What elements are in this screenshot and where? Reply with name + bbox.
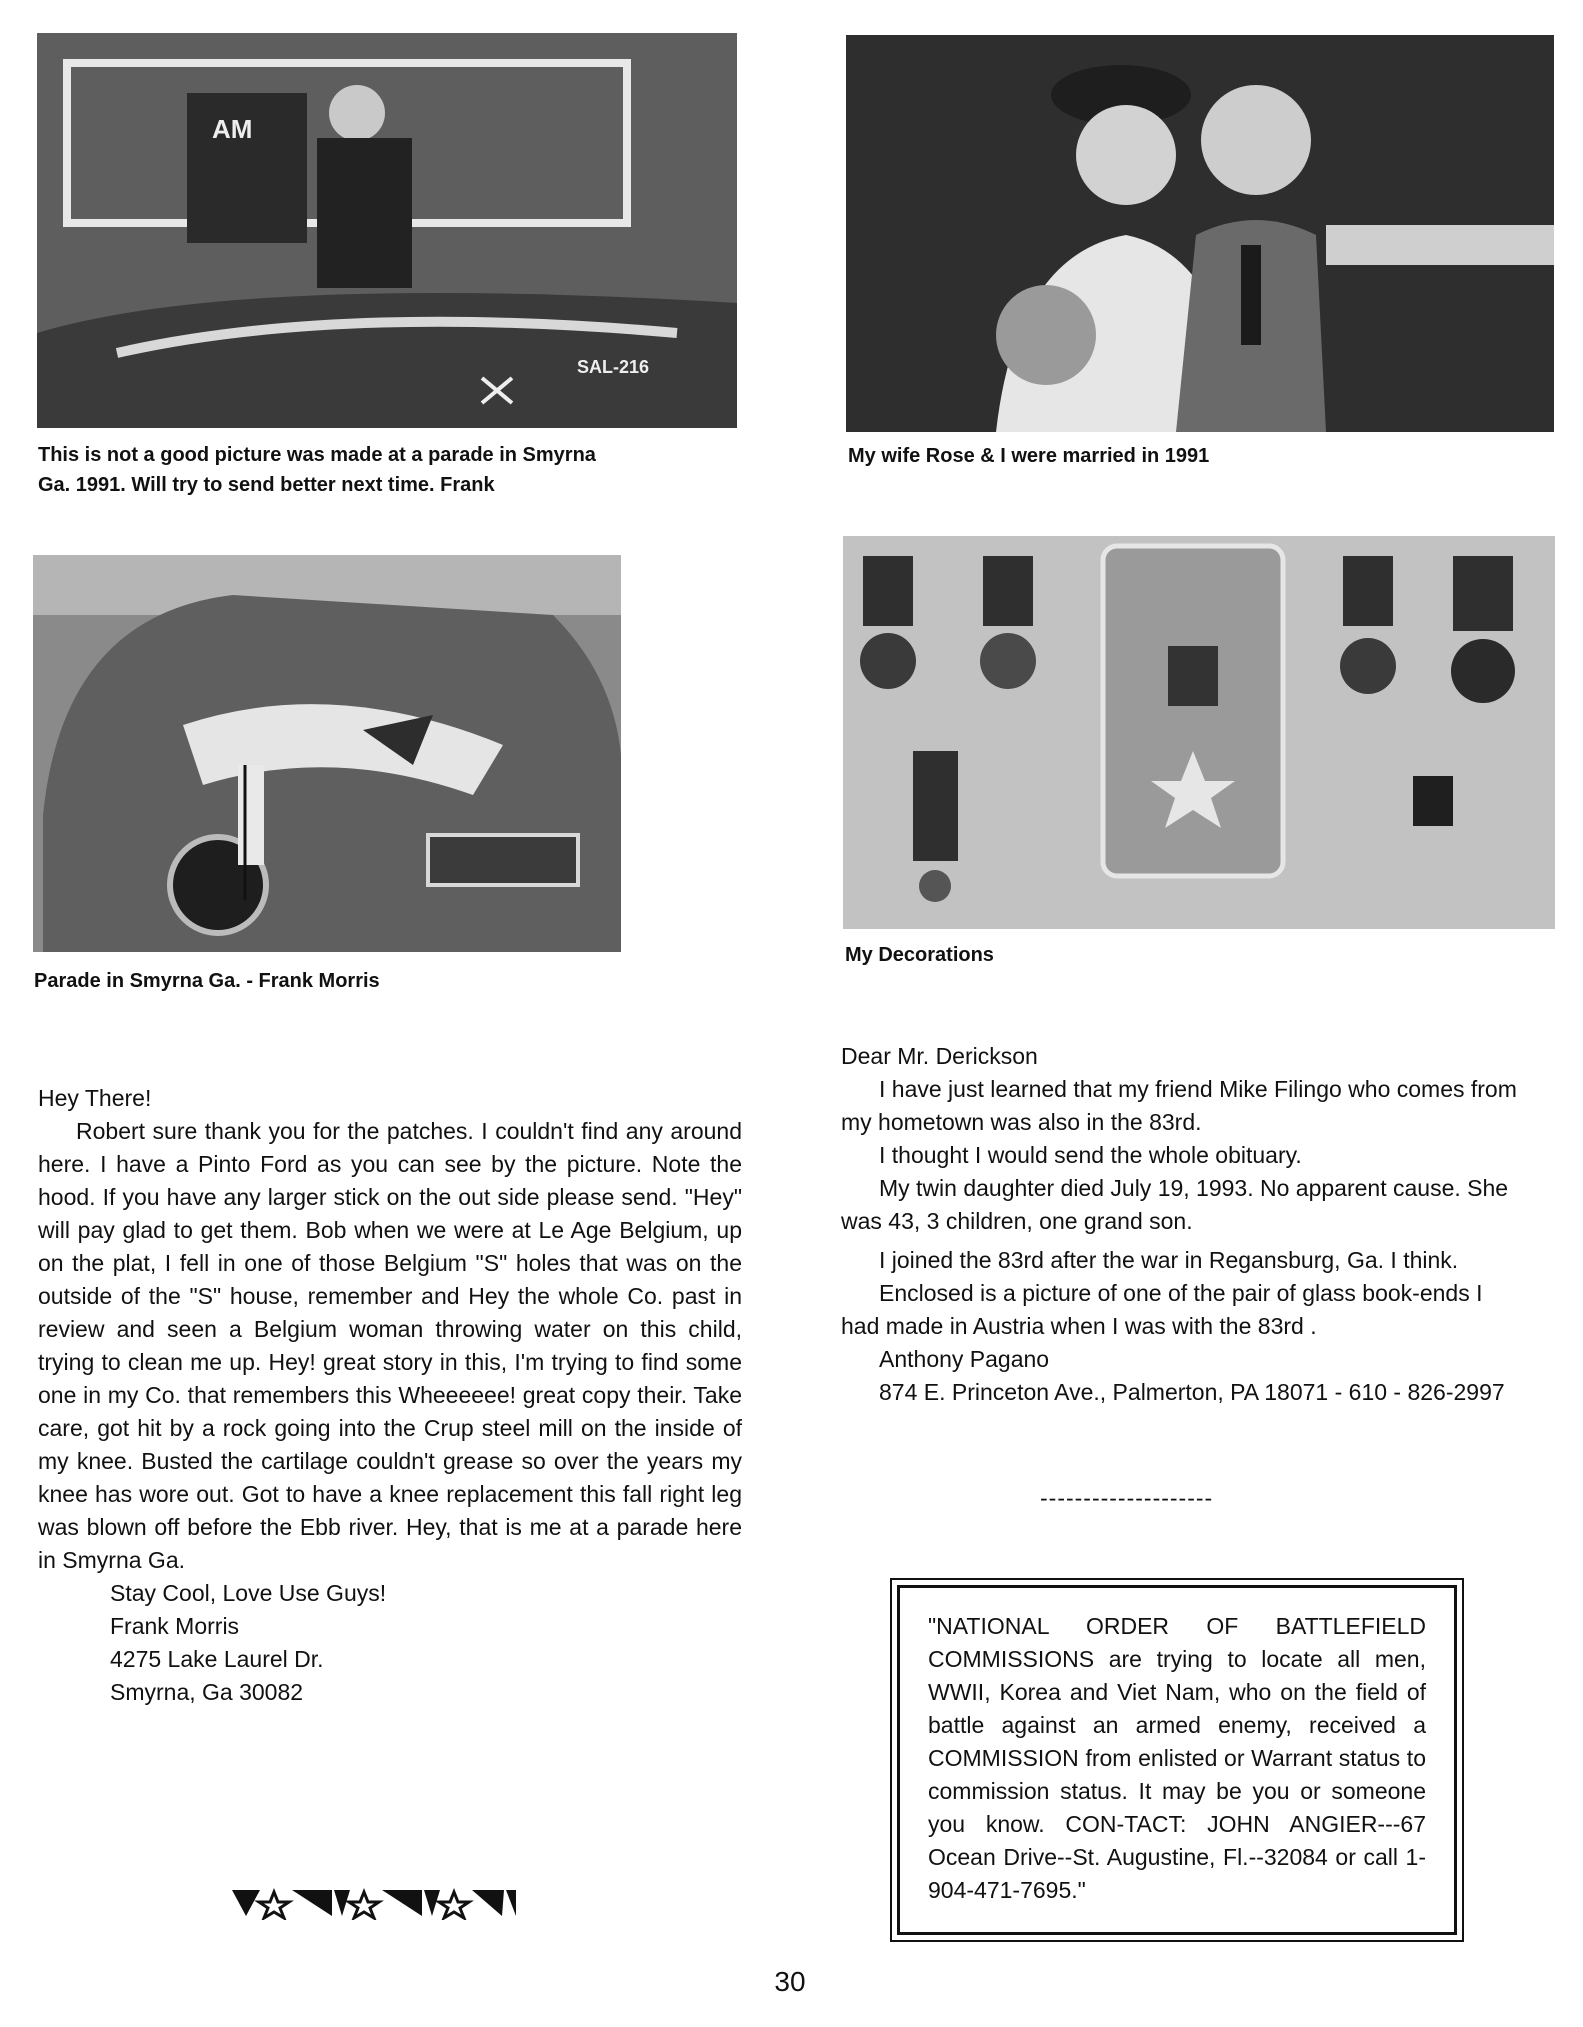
letter-closing: Stay Cool, Love Use Guys! (110, 1580, 387, 1606)
letter-sender-name: Anthony Pagano (879, 1346, 1050, 1372)
letter-frank-morris (38, 1082, 742, 1709)
battlefield-commissions-notice: "NATIONAL ORDER OF BATTLEFIELD COMMISSIONS are trying to locate all men, WWII, Korea and Viet Nam, who on the field of battle against an armed enemy, received a COMMISSION from enlisted or Warrant status to commission status. It may be you or someone you know. CON-TACT: JOHN ANGIER---67 Ocean Drive--St. Augustine, Fl.--32084 or call 1-904-471-7695." (897, 1585, 1457, 1935)
letter-paragraph-4: I joined the 83rd after the war in Regansburg, Ga. I think. (879, 1247, 1459, 1273)
parade-plate-text: SAL-216 (577, 357, 650, 377)
letter-sender-address: 874 E. Princeton Ave., Palmerton, PA 18071 - 610 - 826-2997 (879, 1379, 1505, 1405)
letter-paragraph-1: I have just learned that my friend Mike Filingo who comes from my hometown was also in the 83rd. (841, 1076, 1517, 1135)
star-ornament-icon (232, 1886, 516, 1920)
parade-photo (37, 33, 737, 428)
letter-paragraph-5: Enclosed is a picture of one of the pair of glass book-ends I had made in Austria when I was with the 83rd . (841, 1280, 1483, 1339)
parade-sign-letters: AM (212, 114, 253, 144)
wedding-caption: My wife Rose & I were married in 1991 (848, 445, 1210, 467)
letter-salutation: Dear Mr. Derickson (841, 1043, 1038, 1069)
parade-caption-line1: This is not a good picture was made at a parade in Smyrna (38, 444, 596, 466)
letter-anthony-pagano (841, 1040, 1521, 1409)
letter-paragraph-3: My twin daughter died July 19, 1993. No apparent cause. She was 43, 3 children, one grand son. (841, 1175, 1509, 1234)
letter-body-text: Robert sure thank you for the patches. I couldn't find any around here. I have a Pinto Ford as you can see by the picture. Note the hood. If you have any larger stick on the out side please send. "Hey" will pay glad to get them. Bob when we were at Le Age Belgium, up on the plat, I fell in one of those Belgium "S" holes that was on the outside of the "S" house, remember and Hey the whole Co. past in review and seen a Belgium woman throwing water on this child, trying to clean me up. Hey! great story in this, I'm trying to find some one in my Co. that remembers this Wheeeeee! great copy their. Take care, got hit by a rock going into the Crup steel mill on the inside of my knee. Busted the cartilage couldn't grease so over the years my knee has wore out. Got to have a knee replacement this fall right leg was blown off before the Ebb river. Hey, that is me at a parade here in Smyrna Ga. (38, 1118, 742, 1573)
page-number: 30 (774, 1966, 806, 1997)
medals-photo (843, 536, 1555, 929)
wedding-photo (846, 35, 1554, 432)
parade-caption-line2: Ga. 1991. Will try to send better next time. Frank (38, 474, 495, 496)
letter-address-line2: Smyrna, Ga 30082 (110, 1679, 304, 1705)
separator-dashes: -------------------- (1040, 1485, 1214, 1511)
car-caption: Parade in Smyrna Ga. - Frank Morris (34, 970, 380, 992)
letter-signature: Frank Morris (110, 1613, 240, 1639)
car-photo (33, 555, 621, 952)
parade-caption (38, 440, 758, 500)
medals-caption: My Decorations (845, 944, 994, 966)
letter-address-line1: 4275 Lake Laurel Dr. (110, 1646, 324, 1672)
letter-paragraph-2: I thought I would send the whole obituary. (879, 1142, 1302, 1168)
letter-greeting: Hey There! (38, 1085, 152, 1111)
